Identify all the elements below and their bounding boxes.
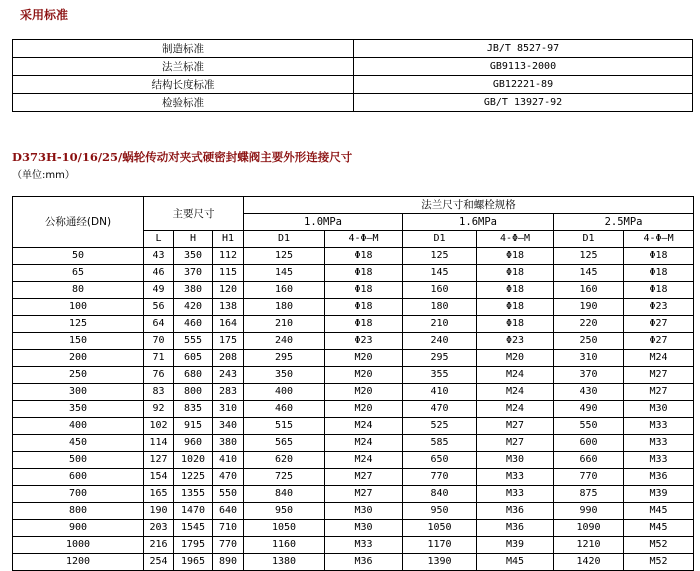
standard-label: 检验标准 — [13, 94, 354, 112]
cell-h: 555 — [174, 333, 213, 350]
cell-dn: 80 — [13, 282, 144, 299]
header-pressure: 2.5MPa — [554, 214, 694, 231]
cell-d1: 240 — [244, 333, 325, 350]
cell-bolt: M33 — [624, 418, 694, 435]
table-row — [13, 469, 694, 486]
cell-bolt: M33 — [624, 452, 694, 469]
standard-value: JB/T 8527-97 — [354, 40, 693, 58]
header-main-dims: 主要尺寸 — [144, 197, 244, 231]
header-d1: D1 — [403, 231, 477, 248]
cell-h1: 120 — [213, 282, 244, 299]
cell-h1: 470 — [213, 469, 244, 486]
cell-h: 420 — [174, 299, 213, 316]
cell-l: 43 — [144, 248, 174, 265]
cell-h: 1355 — [174, 486, 213, 503]
standards-section-title: 采用标准 — [20, 8, 69, 22]
cell-bolt: M36 — [624, 469, 694, 486]
cell-dn: 450 — [13, 435, 144, 452]
cell-bolt: M27 — [477, 418, 554, 435]
cell-d1: 1420 — [554, 554, 624, 571]
table-row — [13, 435, 694, 452]
header-pressure: 1.0MPa — [244, 214, 403, 231]
cell-bolt: Φ18 — [477, 265, 554, 282]
cell-l: 165 — [144, 486, 174, 503]
cell-d1: 430 — [554, 384, 624, 401]
cell-d1: 210 — [403, 316, 477, 333]
cell-l: 70 — [144, 333, 174, 350]
cell-l: 154 — [144, 469, 174, 486]
cell-d1: 400 — [244, 384, 325, 401]
table-row — [13, 248, 694, 265]
standard-value: GB12221-89 — [354, 76, 693, 94]
cell-d1: 295 — [403, 350, 477, 367]
cell-d1: 490 — [554, 401, 624, 418]
cell-bolt: M20 — [325, 401, 403, 418]
cell-l: 46 — [144, 265, 174, 282]
header-d1: D1 — [554, 231, 624, 248]
cell-bolt: M20 — [325, 350, 403, 367]
cell-d1: 725 — [244, 469, 325, 486]
cell-l: 92 — [144, 401, 174, 418]
dimensions-table — [12, 196, 694, 571]
table-row — [13, 299, 694, 316]
cell-h1: 208 — [213, 350, 244, 367]
cell-d1: 875 — [554, 486, 624, 503]
cell-bolt: M30 — [325, 503, 403, 520]
cell-bolt: M45 — [624, 520, 694, 537]
cell-bolt: M36 — [325, 554, 403, 571]
cell-bolt: M27 — [477, 435, 554, 452]
cell-dn: 250 — [13, 367, 144, 384]
table-row — [13, 76, 693, 94]
table-row — [13, 486, 694, 503]
unit-note: （单位:mm） — [12, 170, 75, 181]
cell-h: 1545 — [174, 520, 213, 537]
cell-d1: 525 — [403, 418, 477, 435]
cell-d1: 660 — [554, 452, 624, 469]
cell-h: 1965 — [174, 554, 213, 571]
cell-bolt: M27 — [624, 367, 694, 384]
cell-h1: 310 — [213, 401, 244, 418]
cell-d1: 125 — [244, 248, 325, 265]
cell-dn: 125 — [13, 316, 144, 333]
cell-d1: 355 — [403, 367, 477, 384]
header-l: L — [144, 231, 174, 248]
cell-dn: 100 — [13, 299, 144, 316]
cell-d1: 295 — [244, 350, 325, 367]
cell-bolt: M36 — [477, 520, 554, 537]
header-h1: H1 — [213, 231, 244, 248]
cell-h: 1795 — [174, 537, 213, 554]
cell-bolt: Φ18 — [325, 248, 403, 265]
cell-l: 254 — [144, 554, 174, 571]
cell-d1: 350 — [244, 367, 325, 384]
cell-bolt: M33 — [624, 435, 694, 452]
cell-h: 1225 — [174, 469, 213, 486]
cell-bolt: M33 — [477, 486, 554, 503]
cell-d1: 840 — [244, 486, 325, 503]
cell-h: 380 — [174, 282, 213, 299]
cell-l: 102 — [144, 418, 174, 435]
cell-bolt: M24 — [477, 401, 554, 418]
cell-bolt: M33 — [477, 469, 554, 486]
cell-bolt: M27 — [325, 469, 403, 486]
cell-d1: 840 — [403, 486, 477, 503]
cell-bolt: M24 — [624, 350, 694, 367]
table-row — [13, 520, 694, 537]
cell-dn: 700 — [13, 486, 144, 503]
standard-label: 结构长度标准 — [13, 76, 354, 94]
standards-table — [12, 39, 693, 112]
cell-d1: 145 — [403, 265, 477, 282]
cell-l: 49 — [144, 282, 174, 299]
table-row — [13, 367, 694, 384]
cell-h: 680 — [174, 367, 213, 384]
cell-h: 835 — [174, 401, 213, 418]
cell-d1: 990 — [554, 503, 624, 520]
cell-d1: 515 — [244, 418, 325, 435]
cell-d1: 470 — [403, 401, 477, 418]
cell-dn: 200 — [13, 350, 144, 367]
cell-bolt: M24 — [477, 367, 554, 384]
cell-h1: 115 — [213, 265, 244, 282]
cell-bolt: Φ23 — [477, 333, 554, 350]
cell-dn: 350 — [13, 401, 144, 418]
cell-bolt: Φ18 — [477, 299, 554, 316]
cell-d1: 240 — [403, 333, 477, 350]
header-bolt: 4-Φ—M — [624, 231, 694, 248]
cell-h1: 175 — [213, 333, 244, 350]
cell-d1: 1170 — [403, 537, 477, 554]
cell-bolt: M30 — [477, 452, 554, 469]
cell-dn: 300 — [13, 384, 144, 401]
cell-d1: 1050 — [244, 520, 325, 537]
cell-d1: 585 — [403, 435, 477, 452]
cell-bolt: Φ18 — [325, 316, 403, 333]
cell-d1: 145 — [244, 265, 325, 282]
header-bolt: 4-Φ—M — [477, 231, 554, 248]
cell-l: 190 — [144, 503, 174, 520]
cell-l: 76 — [144, 367, 174, 384]
cell-h1: 410 — [213, 452, 244, 469]
table-row — [13, 418, 694, 435]
header-d1: D1 — [244, 231, 325, 248]
cell-bolt: M24 — [325, 418, 403, 435]
standard-label: 法兰标准 — [13, 58, 354, 76]
cell-h1: 164 — [213, 316, 244, 333]
cell-bolt: M30 — [624, 401, 694, 418]
cell-d1: 1210 — [554, 537, 624, 554]
cell-l: 56 — [144, 299, 174, 316]
table-row — [13, 452, 694, 469]
cell-bolt: M24 — [325, 435, 403, 452]
cell-dn: 1200 — [13, 554, 144, 571]
cell-bolt: Φ27 — [624, 316, 694, 333]
cell-h1: 890 — [213, 554, 244, 571]
cell-h1: 283 — [213, 384, 244, 401]
cell-h: 460 — [174, 316, 213, 333]
cell-dn: 65 — [13, 265, 144, 282]
cell-h: 605 — [174, 350, 213, 367]
cell-bolt: Φ23 — [624, 299, 694, 316]
cell-d1: 125 — [403, 248, 477, 265]
cell-h1: 550 — [213, 486, 244, 503]
table-row — [13, 384, 694, 401]
cell-dn: 50 — [13, 248, 144, 265]
cell-d1: 600 — [554, 435, 624, 452]
cell-bolt: Φ18 — [325, 265, 403, 282]
cell-h1: 710 — [213, 520, 244, 537]
cell-bolt: M33 — [325, 537, 403, 554]
cell-l: 216 — [144, 537, 174, 554]
cell-bolt: Φ18 — [477, 282, 554, 299]
cell-bolt: M39 — [477, 537, 554, 554]
cell-bolt: Φ18 — [477, 248, 554, 265]
cell-d1: 160 — [244, 282, 325, 299]
cell-d1: 220 — [554, 316, 624, 333]
table-row — [13, 503, 694, 520]
cell-bolt: M20 — [325, 384, 403, 401]
cell-h: 800 — [174, 384, 213, 401]
cell-bolt: Φ18 — [325, 299, 403, 316]
cell-bolt: M24 — [477, 384, 554, 401]
cell-dn: 600 — [13, 469, 144, 486]
standard-value: GB/T 13927-92 — [354, 94, 693, 112]
cell-d1: 160 — [403, 282, 477, 299]
header-flange: 法兰尺寸和螺栓规格 — [244, 197, 694, 214]
cell-d1: 370 — [554, 367, 624, 384]
cell-bolt: M45 — [477, 554, 554, 571]
cell-d1: 770 — [403, 469, 477, 486]
cell-h: 960 — [174, 435, 213, 452]
table-row — [13, 401, 694, 418]
cell-l: 114 — [144, 435, 174, 452]
table-row — [13, 333, 694, 350]
cell-d1: 250 — [554, 333, 624, 350]
table-row — [13, 554, 694, 571]
dimensions-section-title: D373H-10/16/25/蜗轮传动对夹式硬密封蝶阀主要外形连接尺寸 — [12, 150, 353, 164]
cell-h: 915 — [174, 418, 213, 435]
cell-d1: 1390 — [403, 554, 477, 571]
cell-d1: 180 — [244, 299, 325, 316]
cell-d1: 950 — [244, 503, 325, 520]
cell-h: 370 — [174, 265, 213, 282]
cell-bolt: Φ18 — [624, 248, 694, 265]
cell-bolt: Φ18 — [325, 282, 403, 299]
cell-bolt: Φ23 — [325, 333, 403, 350]
cell-d1: 410 — [403, 384, 477, 401]
header-h: H — [174, 231, 213, 248]
cell-bolt: M52 — [624, 554, 694, 571]
cell-d1: 1160 — [244, 537, 325, 554]
cell-bolt: Φ18 — [624, 265, 694, 282]
cell-dn: 500 — [13, 452, 144, 469]
cell-l: 203 — [144, 520, 174, 537]
standard-label: 制造标准 — [13, 40, 354, 58]
cell-d1: 1050 — [403, 520, 477, 537]
table-row — [13, 350, 694, 367]
cell-bolt: M27 — [325, 486, 403, 503]
cell-bolt: M52 — [624, 537, 694, 554]
cell-h: 1020 — [174, 452, 213, 469]
dimensions-body — [13, 248, 694, 571]
table-row — [13, 58, 693, 76]
cell-bolt: M45 — [624, 503, 694, 520]
cell-bolt: M39 — [624, 486, 694, 503]
cell-h1: 640 — [213, 503, 244, 520]
cell-dn: 1000 — [13, 537, 144, 554]
cell-d1: 770 — [554, 469, 624, 486]
cell-bolt: Φ18 — [477, 316, 554, 333]
cell-d1: 180 — [403, 299, 477, 316]
table-row — [13, 282, 694, 299]
cell-dn: 800 — [13, 503, 144, 520]
cell-bolt: Φ27 — [624, 333, 694, 350]
header-bolt: 4-Φ—M — [325, 231, 403, 248]
cell-bolt: M36 — [477, 503, 554, 520]
cell-d1: 650 — [403, 452, 477, 469]
table-row — [13, 94, 693, 112]
cell-l: 83 — [144, 384, 174, 401]
cell-l: 71 — [144, 350, 174, 367]
cell-d1: 160 — [554, 282, 624, 299]
header-dn: 公称通经(DN) — [13, 197, 144, 248]
cell-bolt: Φ18 — [624, 282, 694, 299]
cell-h1: 380 — [213, 435, 244, 452]
cell-d1: 310 — [554, 350, 624, 367]
cell-h1: 243 — [213, 367, 244, 384]
cell-dn: 900 — [13, 520, 144, 537]
cell-d1: 950 — [403, 503, 477, 520]
header-pressure: 1.6MPa — [403, 214, 554, 231]
table-row — [13, 537, 694, 554]
cell-bolt: M20 — [325, 367, 403, 384]
cell-d1: 1090 — [554, 520, 624, 537]
cell-h: 1470 — [174, 503, 213, 520]
cell-bolt: M20 — [477, 350, 554, 367]
cell-d1: 190 — [554, 299, 624, 316]
cell-h: 350 — [174, 248, 213, 265]
cell-h1: 112 — [213, 248, 244, 265]
table-row — [13, 316, 694, 333]
cell-d1: 460 — [244, 401, 325, 418]
header-row — [13, 197, 694, 214]
table-row — [13, 265, 694, 282]
cell-d1: 620 — [244, 452, 325, 469]
cell-d1: 210 — [244, 316, 325, 333]
cell-dn: 400 — [13, 418, 144, 435]
cell-d1: 565 — [244, 435, 325, 452]
cell-l: 64 — [144, 316, 174, 333]
cell-bolt: M30 — [325, 520, 403, 537]
cell-h1: 770 — [213, 537, 244, 554]
cell-l: 127 — [144, 452, 174, 469]
cell-d1: 145 — [554, 265, 624, 282]
cell-d1: 125 — [554, 248, 624, 265]
cell-h1: 340 — [213, 418, 244, 435]
cell-d1: 550 — [554, 418, 624, 435]
cell-h1: 138 — [213, 299, 244, 316]
cell-d1: 1380 — [244, 554, 325, 571]
cell-dn: 150 — [13, 333, 144, 350]
table-row — [13, 40, 693, 58]
standard-value: GB9113-2000 — [354, 58, 693, 76]
cell-bolt: M27 — [624, 384, 694, 401]
cell-bolt: M24 — [325, 452, 403, 469]
